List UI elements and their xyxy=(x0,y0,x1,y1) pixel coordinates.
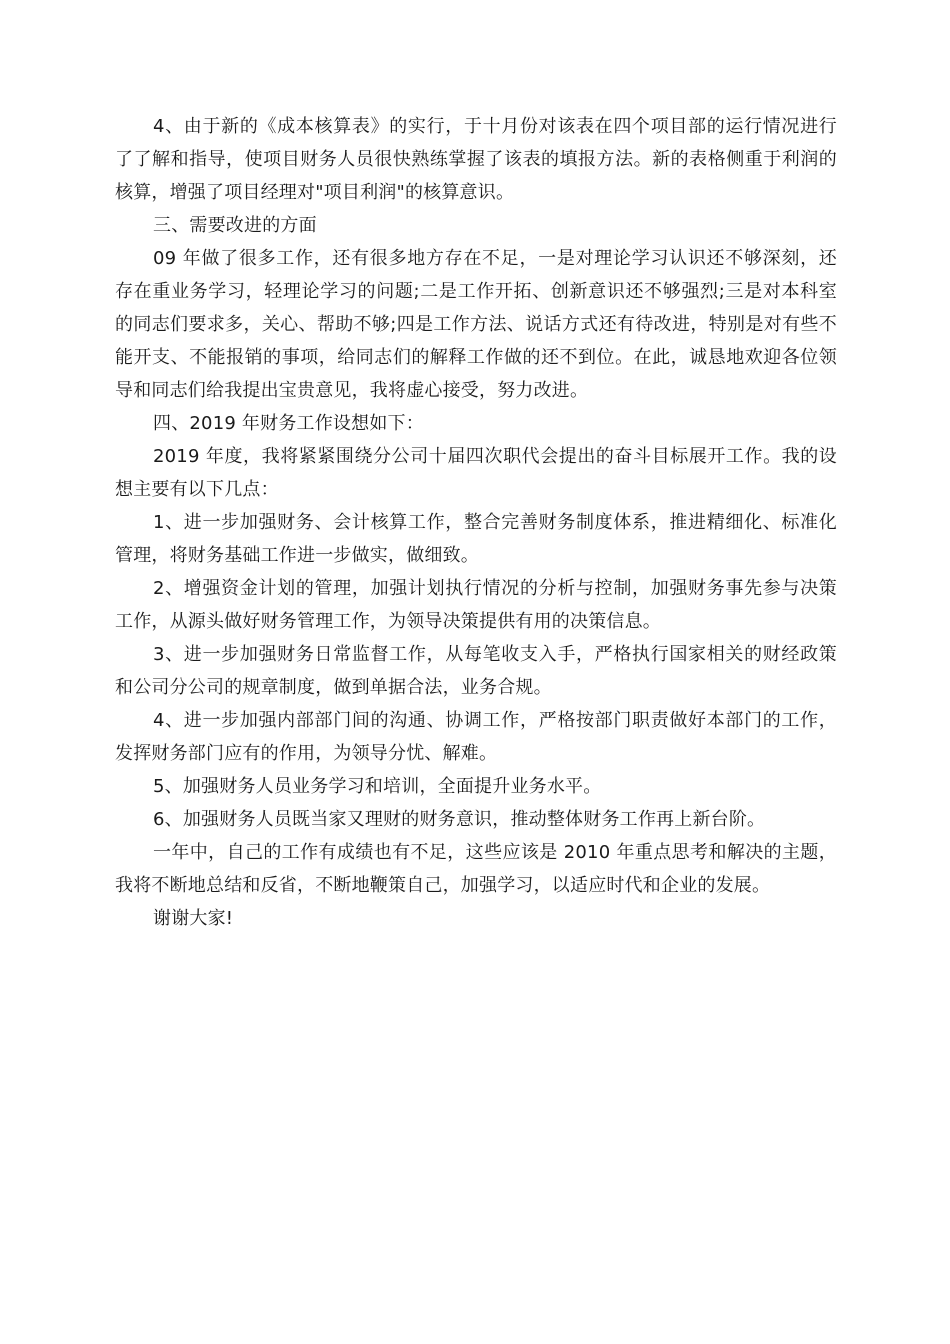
paragraph-cost-accounting-sheet: 4、由于新的《成本核算表》的实行，于十月份对该表在四个项目部的运行情况进行了了解和指导，使项目财务人员很快熟练掌握了该表的填报方法。新的表格侧重于利润的核算，增强了项目经理对"项目利润"的核算意识。 xyxy=(115,116,837,203)
plan-item-4: 4、进一步加强内部部门间的沟通、协调工作，严格按部门职责做好本部门的工作，发挥财务部门应有的作用，为领导分忧、解难。 xyxy=(115,710,837,764)
plan-item-5: 5、加强财务人员业务学习和培训，全面提升业务水平。 xyxy=(153,776,602,797)
document-body xyxy=(115,110,837,935)
section-heading-plan: 四、2019 年财务工作设想如下： xyxy=(153,413,424,434)
plan-item-2: 2、增强资金计划的管理，加强计划执行情况的分析与控制，加强财务事先参与决策工作，从源头做好财务管理工作，为领导决策提供有用的决策信息。 xyxy=(115,578,837,632)
paragraph-shortcomings: 09 年做了很多工作，还有很多地方存在不足，一是对理论学习认识还不够深刻，还存在重业务学习，轻理论学习的问题;二是工作开拓、创新意识还不够强烈;三是对本科室的同志们要求多，关心、帮助不够;四是工作方法、说话方式还有待改进，特别是对有些不能开支、不能报销的事项，给同志们的解释工作做的还不到位。在此，诚恳地欢迎各位领导和同志们给我提出宝贵意见，我将虚心接受，努力改进。 xyxy=(115,248,837,401)
plan-item-6: 6、加强财务人员既当家又理财的财务意识，推动整体财务工作再上新台阶。 xyxy=(153,809,766,830)
plan-item-3: 3、进一步加强财务日常监督工作，从每笔收支入手，严格执行国家相关的财经政策和公司分公司的规章制度，做到单据合法，业务合规。 xyxy=(115,644,837,698)
section-heading-improvements: 三、需要改进的方面 xyxy=(153,215,317,236)
plan-item-1: 1、进一步加强财务、会计核算工作，整合完善财务制度体系，推进精细化、标准化管理，将财务基础工作进一步做实，做细致。 xyxy=(115,512,837,566)
paragraph-thanks: 谢谢大家! xyxy=(153,908,234,929)
paragraph-plan-intro: 2019 年度，我将紧紧围绕分公司十届四次职代会提出的奋斗目标展开工作。我的设想主要有以下几点： xyxy=(115,446,837,500)
paragraph-conclusion: 一年中，自己的工作有成绩也有不足，这些应该是 2010 年重点思考和解决的主题，我将不断地总结和反省，不断地鞭策自己，加强学习，以适应时代和企业的发展。 xyxy=(115,842,837,896)
